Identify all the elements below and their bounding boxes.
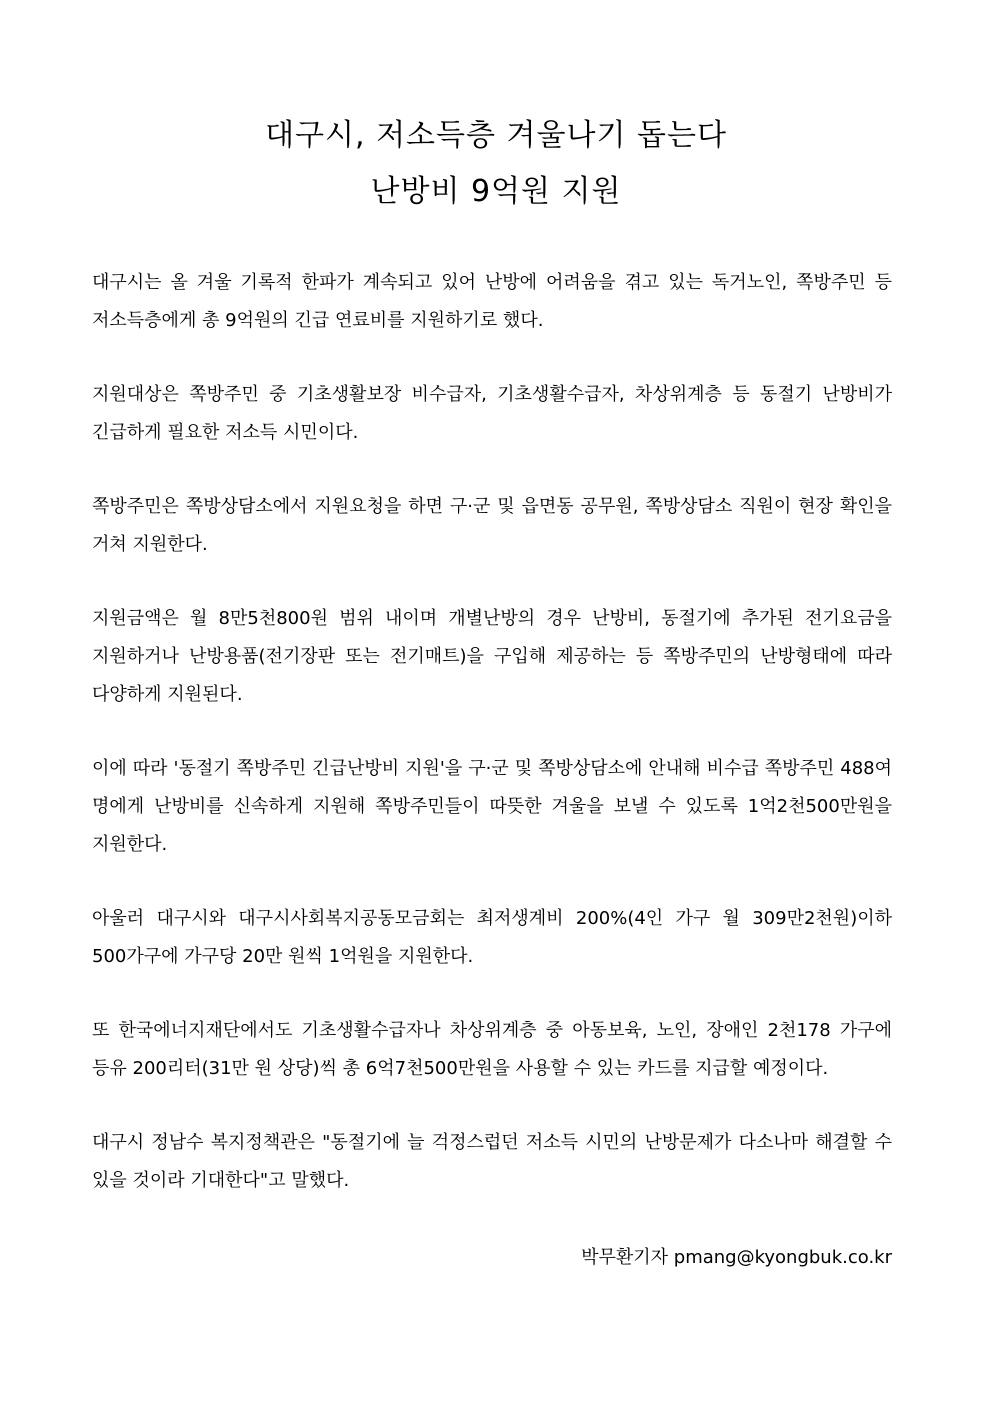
paragraph: 대구시는 올 겨울 기록적 한파가 계속되고 있어 난방에 어려움을 겪고 있는 독거노인, 쪽방주민 등 저소득층에게 총 9억원의 긴급 연료비를 지원하기로 했다. — [92, 272, 892, 331]
headline — [0, 108, 992, 220]
paragraph: 쪽방주민은 쪽방상담소에서 지원요청을 하면 구·군 및 읍면동 공무원, 쪽방상담소 직원이 현장 확인을 거쳐 지원한다. — [92, 496, 892, 555]
paragraph: 지원금액은 월 8만5천800원 범위 내이며 개별난방의 경우 난방비, 동절기에 추가된 전기요금을 지원하거나 난방용품(전기장판 또는 전기매트)을 구입해 제공하는 등 쪽방주민의 난방형태에 따라 다양하게 지원된다. — [92, 608, 892, 705]
paragraph: 또 한국에너지재단에서도 기초생활수급자나 차상위계층 중 아동보육, 노인, 장애인 2천178 가구에 등유 200리터(31만 원 상당)씩 총 6억7천500만원을 사용할 수 있는 카드를 지급할 예정이다. — [92, 1020, 892, 1079]
reporter-byline: 박무환기자 pmang@kyongbuk.co.kr — [581, 1247, 892, 1268]
paragraph: 지원대상은 쪽방주민 중 기초생활보장 비수급자, 기초생활수급자, 차상위계층 등 동절기 난방비가 긴급하게 필요한 저소득 시민이다. — [92, 384, 892, 443]
headline-line-2: 난방비 9억원 지원 — [370, 174, 622, 209]
article-body — [92, 264, 892, 1236]
paragraph: 아울러 대구시와 대구시사회복지공동모금회는 최저생계비 200%(4인 가구 월 309만2천원)이하 500가구에 가구당 20만 원씩 1억원을 지원한다. — [92, 908, 892, 967]
headline-line-1: 대구시, 저소득층 겨울나기 돕는다 — [265, 118, 727, 153]
paragraph: 이에 따라 '동절기 쪽방주민 긴급난방비 지원'을 구·군 및 쪽방상담소에 안내해 비수급 쪽방주민 488여 명에게 난방비를 신속하게 지원해 쪽방주민들이 따뜻한 겨울을 보낼 수 있도록 1억2천500만원을 지원한다. — [92, 758, 892, 855]
paragraph: 대구시 정남수 복지정책관은 "동절기에 늘 걱정스럽던 저소득 시민의 난방문제가 다소나마 해결할 수 있을 것이라 기대한다"고 말했다. — [92, 1132, 892, 1191]
